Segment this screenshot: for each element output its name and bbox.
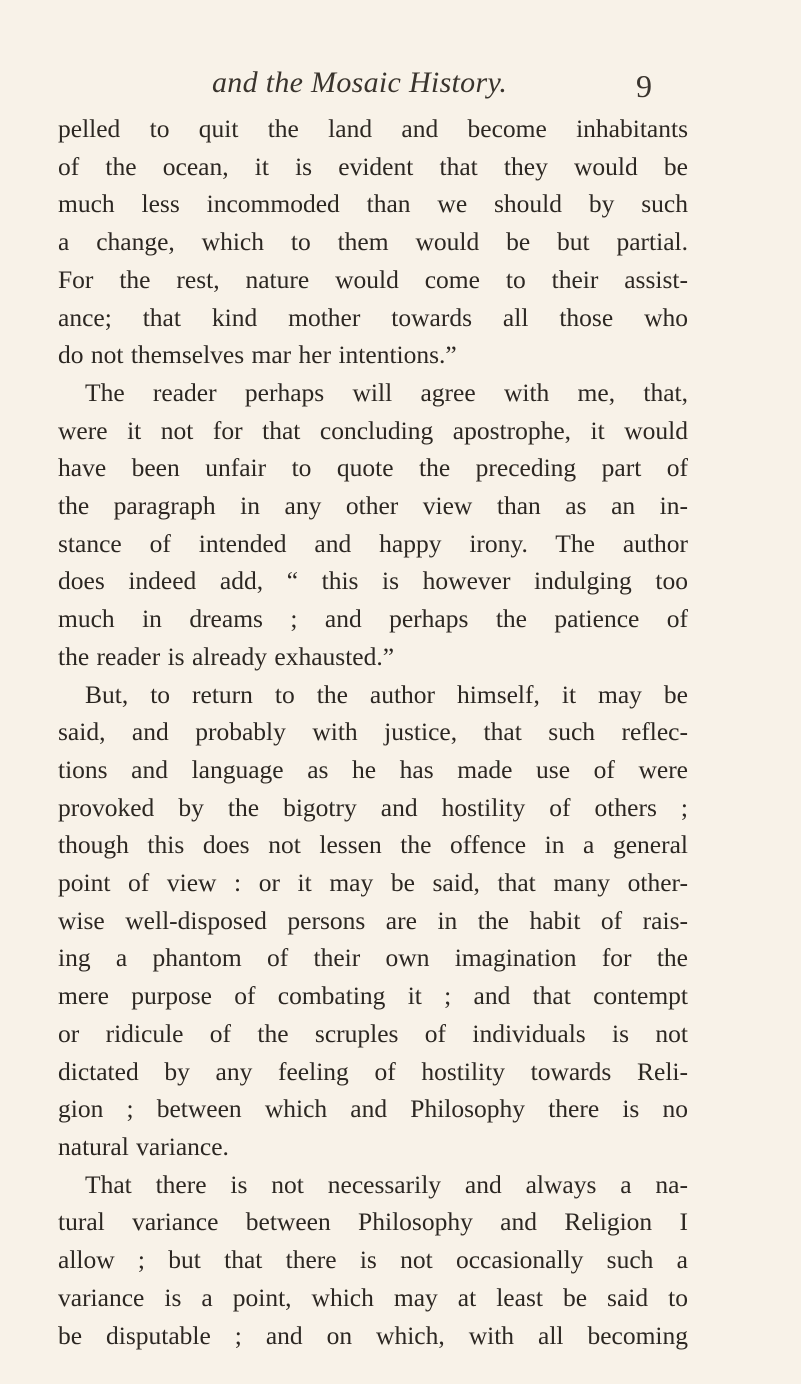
text-line: the reader is already exhausted.” xyxy=(58,641,395,671)
text-line: stance of intended and happy irony. The author xyxy=(58,528,688,558)
text-line: variance is a point, which may at least be said to xyxy=(58,1282,688,1312)
text-line: or ridicule of the scruples of individuals is not xyxy=(58,1018,688,1048)
text-line: That there is not necessarily and always a na- xyxy=(85,1169,688,1199)
text-line: much in dreams ; and perhaps the patience of xyxy=(58,604,688,634)
running-head: and the Mosaic History. xyxy=(212,66,508,99)
text-line: gion ; between which and Philosophy there is no xyxy=(58,1094,688,1124)
text-line: provoked by the bigotry and hostility of others ; xyxy=(58,792,688,822)
text-line: point of view : or it may be said, that many other- xyxy=(58,868,688,898)
text-line: tural variance between Philosophy and Religion I xyxy=(58,1207,688,1237)
text-line: of the ocean, it is evident that they would be xyxy=(58,151,688,181)
text-line: wise well-disposed persons are in the habit of rais- xyxy=(58,905,688,935)
text-line: But, to return to the author himself, it may be xyxy=(85,679,688,709)
text-line: ance; that kind mother towards all those who xyxy=(58,302,688,332)
text-line: mere purpose of combating it ; and that contempt xyxy=(58,981,688,1011)
text-line: were it not for that concluding apostrophe, it would xyxy=(58,415,688,445)
text-line: tions and language as he has made use of were xyxy=(58,754,688,784)
text-line: a change, which to them would be but partial. xyxy=(58,227,688,257)
page-number: 9 xyxy=(636,68,652,104)
text-line: much less incommoded than we should by such xyxy=(58,189,688,219)
text-line: pelled to quit the land and become inhabitants xyxy=(58,114,688,143)
text-line: have been unfair to quote the preceding part of xyxy=(58,453,688,483)
text-line: though this does not lessen the offence in a general xyxy=(58,830,688,860)
text-line: The reader perhaps will agree with me, that, xyxy=(85,377,688,407)
text-line: dictated by any feeling of hostility towards Reli- xyxy=(58,1056,688,1086)
text-line: do not themselves mar her intentions.” xyxy=(58,340,457,370)
text-line: said, and probably with justice, that such reflec- xyxy=(58,717,688,747)
text-line: be disputable ; and on which, with all becoming xyxy=(58,1320,688,1350)
text-line: ing a phantom of their own imagination for the xyxy=(58,943,688,973)
text-line: the paragraph in any other view than as an in- xyxy=(58,491,688,521)
text-line: natural variance. xyxy=(58,1131,229,1161)
text-line: For the rest, nature would come to their assist- xyxy=(58,264,688,294)
body-text xyxy=(58,110,688,1354)
text-line: does indeed add, “ this is however indulging too xyxy=(58,566,688,596)
text-line: allow ; but that there is not occasionally such a xyxy=(58,1245,688,1275)
